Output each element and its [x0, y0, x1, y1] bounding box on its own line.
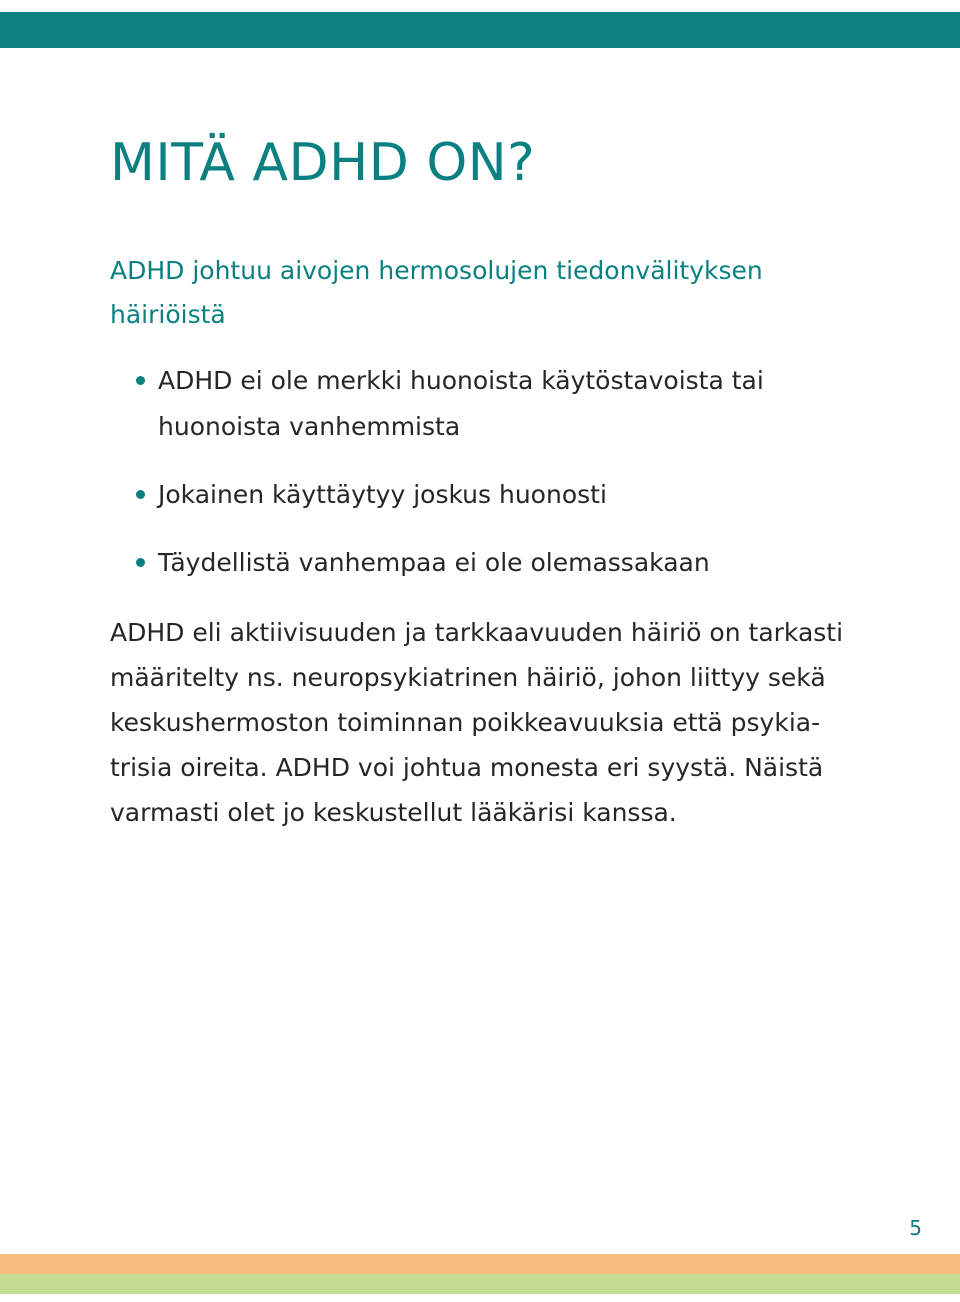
bullet-text: Täydellistä vanhempaa ei ole olemassakaan: [158, 548, 710, 577]
bullet-dot-icon: [136, 376, 145, 385]
top-accent-bar: [0, 12, 960, 48]
bullet-dot-icon: [136, 558, 145, 567]
bullet-text: Jokainen käyttäytyy joskus huonosti: [158, 480, 607, 509]
body-paragraph: [110, 610, 850, 835]
page-number: 5: [909, 1216, 922, 1240]
page-title: MITÄ ADHD ON?: [110, 133, 536, 193]
body-line: määritelty ns. neuropsykiatrinen häiriö, johon liittyy sekä: [110, 663, 826, 692]
bottom-accent-bar-orange: [0, 1254, 960, 1274]
bullet-text: ADHD ei ole merkki huonoista käytöstavoista tai huonoista vanhemmista: [158, 366, 764, 441]
bullet-dot-icon: [136, 490, 145, 499]
bullet-item: [158, 540, 838, 586]
bottom-accent-bar-green: [0, 1274, 960, 1294]
body-line: keskushermoston toiminnan poikkeavuuksia että psykia-: [110, 708, 821, 737]
body-line: varmasti olet jo keskustellut lääkärisi kanssa.: [110, 798, 677, 827]
bullet-item: [158, 358, 838, 450]
body-line: ADHD eli aktiivisuuden ja tarkkaavuuden häiriö on tarkasti: [110, 618, 844, 647]
body-line: trisia oireita. ADHD voi johtua monesta eri syystä. Näistä: [110, 753, 824, 782]
bullet-item: [158, 472, 838, 518]
section-subtitle: ADHD johtuu aivojen hermosolujen tiedonvälityksen häiriöistä: [110, 256, 763, 329]
